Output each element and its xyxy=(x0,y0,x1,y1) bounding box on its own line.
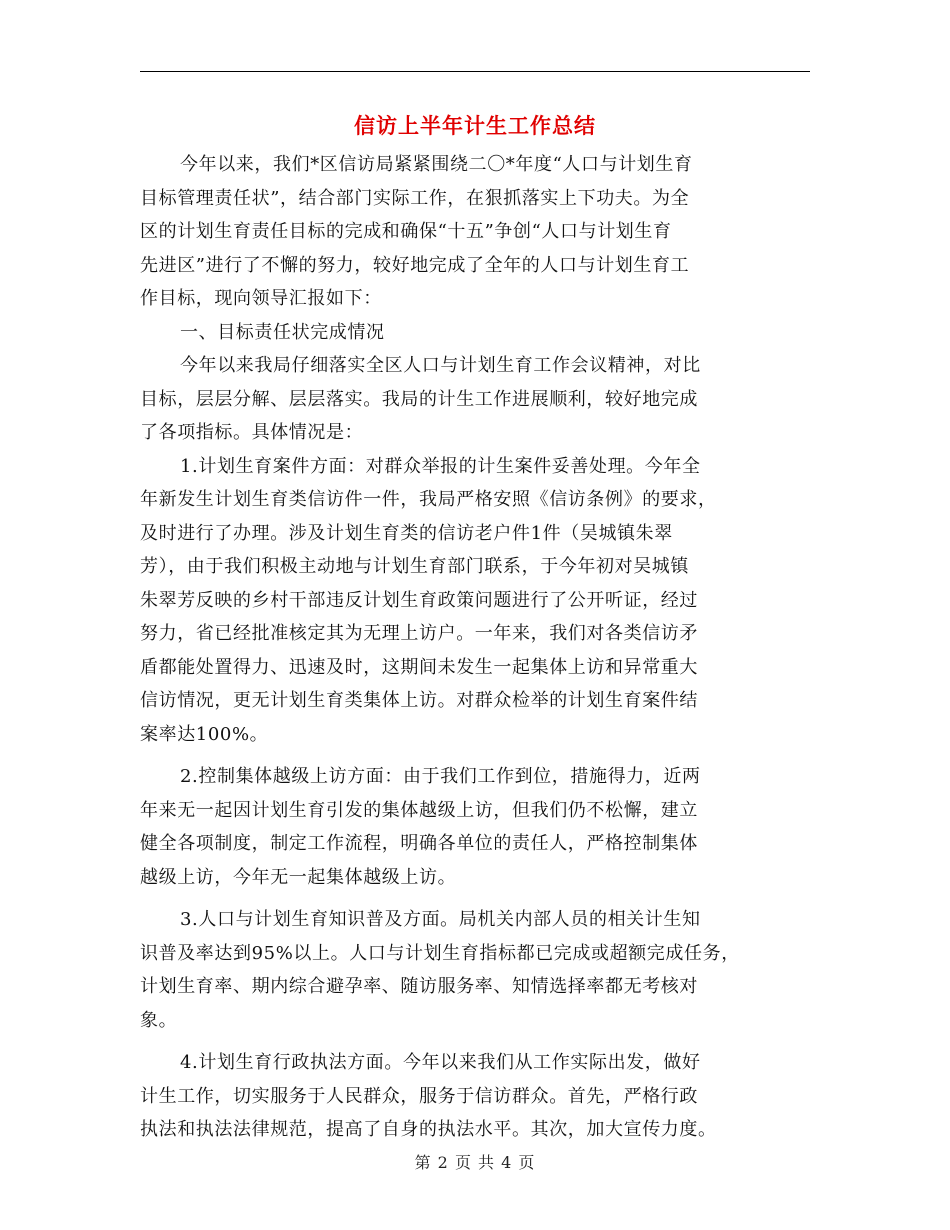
paragraph-line: 盾都能处置得力、迅速及时，这期间未发生一起集体上访和异常重大 xyxy=(140,656,698,678)
page-number: 第 2 页 共 4 页 xyxy=(414,1153,536,1172)
paragraph-line: 计划生育率、期内综合避孕率、随访服务率、知情选择率都无考核对 xyxy=(140,976,698,997)
paragraph-line: 作目标，现向领导汇报如下： xyxy=(140,288,382,309)
paragraph-line: 今年以来我局仔细落实全区人口与计划生育工作会议精神，对比 xyxy=(180,355,701,376)
paragraph-line: 目标，层层分解、层层落实。我局的计生工作进展顺利，较好地完成 xyxy=(140,388,698,410)
paragraph-line: 年新发生计划生育类信访件一件，我局严格安照《信访条例》的要求， xyxy=(140,489,717,510)
paragraph-line: 目标管理责任状”，结合部门实际工作，在狠抓落实上下功夫。为全 xyxy=(140,187,690,209)
paragraph-line: 越级上访，今年无一起集体越级上访。 xyxy=(140,866,457,888)
paragraph-line: 芳），由于我们积极主动地与计划生育部门联系，于今年初对吴城镇 xyxy=(140,556,689,577)
paragraph-line: 年来无一起因计划生育引发的集体越级上访，但我们仍不松懈，建立 xyxy=(140,799,698,821)
paragraph-line: 区的计划生育责任目标的完成和确保“十五”争创“人口与计划生育 xyxy=(140,221,672,242)
section-heading: 一、目标责任状完成情况 xyxy=(180,321,385,343)
header-rule xyxy=(140,71,810,72)
paragraph-line: 案率达100%。 xyxy=(140,723,269,745)
paragraph-line: 及时进行了办理。涉及计划生育类的信访老户件1件（吴城镇朱翠 xyxy=(140,522,673,544)
document-body xyxy=(140,148,795,1147)
paragraph-line: 朱翠芳反映的乡村干部违反计划生育政策问题进行了公开听证，经过 xyxy=(140,589,698,611)
paragraph-line: 1.计划生育案件方面：对群众举报的计生案件妥善处理。今年全 xyxy=(180,455,701,477)
paragraph-line: 先进区”进行了不懈的努力，较好地完成了全年的人口与计划生育工 xyxy=(140,254,690,276)
paragraph-line: 3.人口与计划生育知识普及方面。局机关内部人员的相关计生知 xyxy=(180,909,701,930)
paragraph-line: 了各项指标。具体情况是： xyxy=(140,422,364,443)
paragraph-line: 执法和执法法律规范，提高了自身的执法水平。其次，加大宣传力度。 xyxy=(140,1119,717,1140)
paragraph-line: 今年以来，我们*区信访局紧紧围绕二〇*年度“人口与计划生育 xyxy=(180,154,693,175)
paragraph-line: 努力，省已经批准核定其为无理上访户。一年来，我们对各类信访矛 xyxy=(140,623,698,644)
paragraph-line: 信访情况，更无计划生育类集体上访。对群众检举的计划生育案件结 xyxy=(140,690,698,711)
document-title: 信访上半年计生工作总结 xyxy=(354,113,596,138)
paragraph-line: 象。 xyxy=(140,1009,178,1031)
paragraph-line: 计生工作，切实服务于人民群众，服务于信访群众。首先，严格行政 xyxy=(140,1085,698,1107)
paragraph-line: 健全各项制度，制定工作流程，明确各单位的责任人，严格控制集体 xyxy=(140,833,698,854)
paragraph-line: 2.控制集体越级上访方面：由于我们工作到位，措施得力，近两 xyxy=(180,766,701,787)
paragraph-line: 4.计划生育行政执法方面。今年以来我们从工作实际出发，做好 xyxy=(180,1052,701,1073)
paragraph-line: 识普及率达到95%以上。人口与计划生育指标都已完成或超额完成任务， xyxy=(140,942,740,964)
